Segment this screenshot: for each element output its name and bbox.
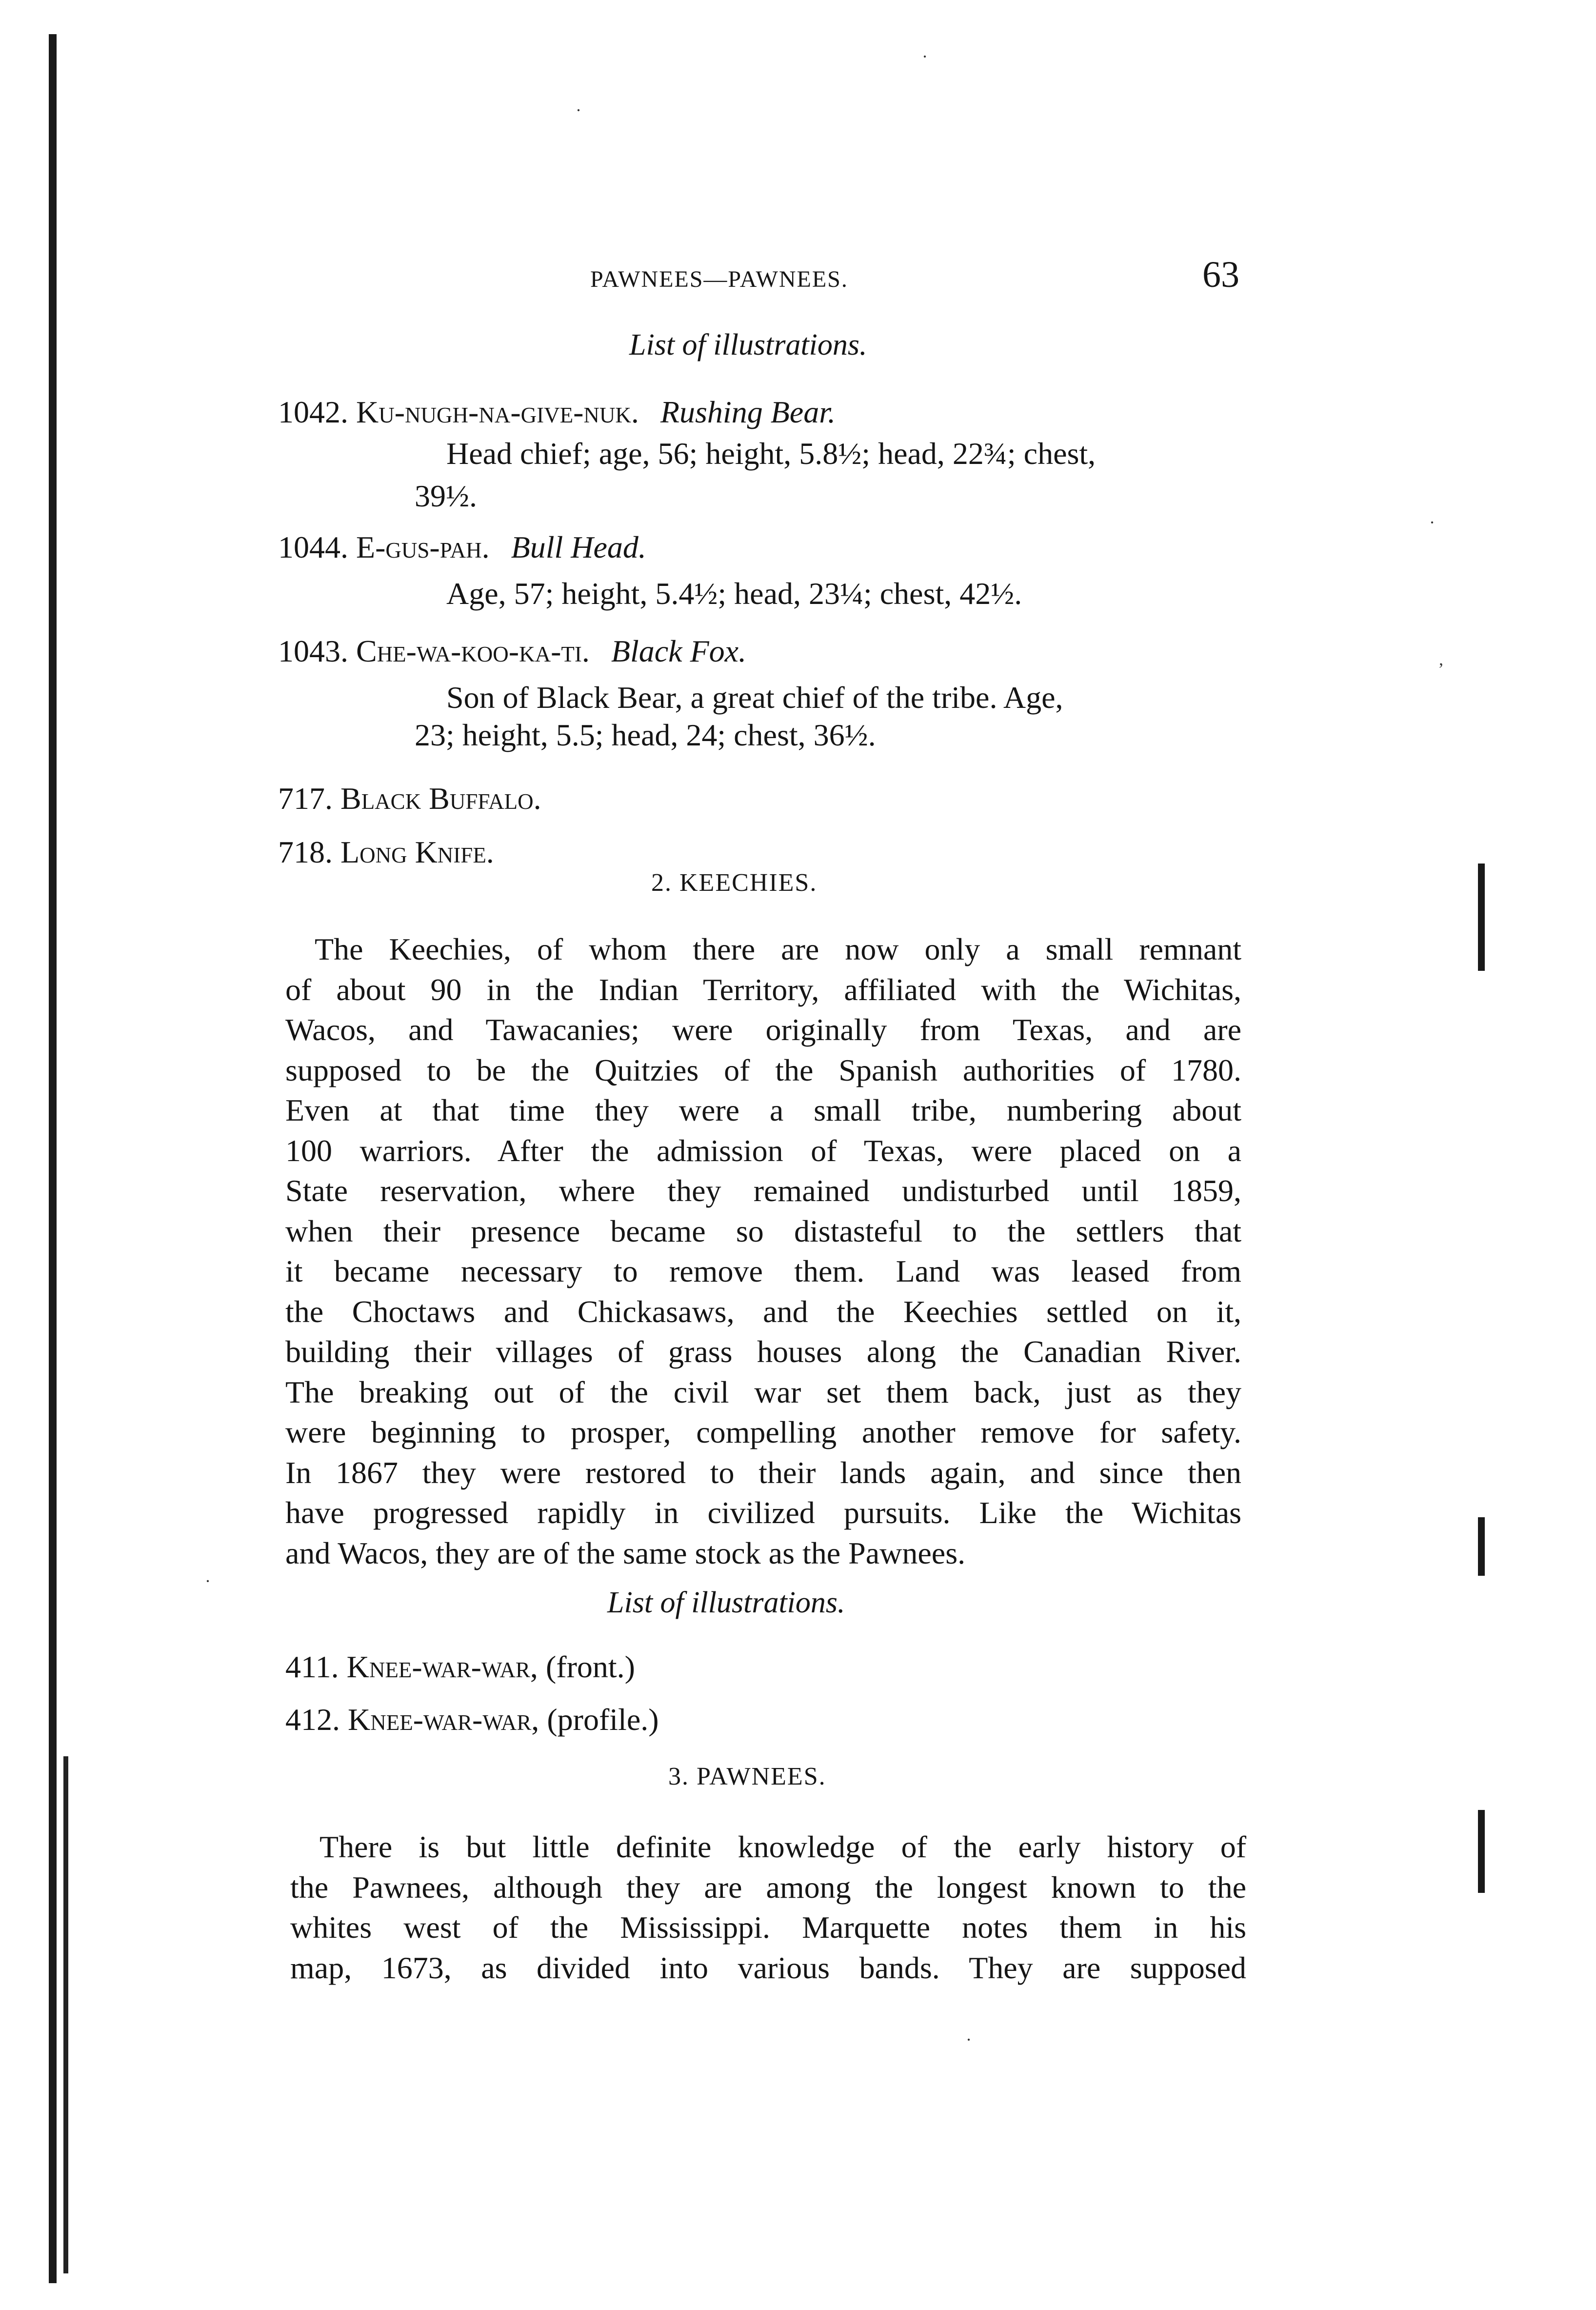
text-line: Even at that time they were a small tribe, numbering about — [285, 1093, 1241, 1127]
text-line: have progressed rapidly in civilized pursuits. Like the Wichitas — [285, 1495, 1241, 1530]
running-title: PAWNEES—PAWNEES. — [590, 266, 848, 292]
text-line: the Pawnees, although they are among the longest known to the — [290, 1869, 1246, 1905]
text-line: it became necessary to remove them. Land was leased from — [285, 1254, 1241, 1288]
scan-edge-mark — [1478, 1517, 1485, 1576]
text-line: of about 90 in the Indian Territory, affiliated with the Wichitas, — [285, 972, 1241, 1007]
text-line: were beginning to prosper, compelling another remove for safety. — [285, 1415, 1241, 1449]
entry-name: Che-wa-koo-ka-ti. — [356, 634, 590, 668]
text-line: 100 warriors. After the admission of Texas, were placed on a — [285, 1133, 1241, 1168]
entry-detail-line: Head chief; age, 56; height, 5.8½; head, 22¾; chest, — [446, 436, 1096, 471]
text-line: map, 1673, as divided into various bands. They are supposed — [290, 1950, 1246, 1985]
entry-detail-line: 39½. — [415, 479, 477, 513]
text-line: the Choctaws and Chickasaws, and the Keechies settled on it, — [285, 1294, 1241, 1329]
text-line: The Keechies, of whom there are now only a small remnant — [315, 932, 1241, 966]
illustration-entry — [285, 1702, 659, 1738]
text-line: building their villages of grass houses along the Canadian River. — [285, 1334, 1241, 1369]
entry-name: Knee-war-war, — [348, 1702, 539, 1737]
page-number: 63 — [1202, 254, 1239, 295]
scan-speck: , — [1439, 649, 1443, 669]
entry-number: 411. — [285, 1649, 339, 1684]
illustration-entry — [278, 529, 646, 565]
entry-number: 412. — [285, 1702, 340, 1737]
entry-detail-line: Son of Black Bear, a great chief of the tribe. Age, — [446, 680, 1063, 715]
list-of-illustrations-heading: List of illustrations. — [629, 328, 867, 362]
section-heading: 2. KEECHIES. — [651, 869, 818, 897]
illustration-entry — [278, 394, 836, 430]
text-line: The breaking out of the civil war set them back, just as they — [285, 1374, 1241, 1409]
entry-detail-line: 23; height, 5.5; head, 24; chest, 36½. — [415, 718, 876, 752]
entry-name: E-gus-pah. — [356, 530, 490, 564]
text-line: State reservation, where they remained undisturbed until 1859, — [285, 1173, 1241, 1208]
scan-speck: · — [205, 1571, 211, 1591]
scan-speck: · — [922, 47, 928, 66]
entry-number: 717. — [278, 781, 333, 816]
text-line: In 1867 they were restored to their lands again, and since then — [285, 1455, 1241, 1490]
illustration-entry — [278, 834, 494, 870]
entry-name: Black Buffalo. — [340, 781, 541, 816]
keechies-paragraph — [285, 929, 1241, 1573]
scan-speck: · — [1429, 513, 1435, 532]
entry-number: 1042. — [278, 395, 348, 429]
entry-note: (profile.) — [547, 1702, 659, 1737]
entry-note: (front.) — [545, 1649, 635, 1684]
binding-edge-shadow-lower — [63, 1756, 68, 2273]
scan-speck: · — [576, 100, 581, 120]
entry-detail-line: Age, 57; height, 5.4½; head, 23¼; chest, 42½. — [446, 576, 1022, 611]
text-line: when their presence became so distasteful to the settlers that — [285, 1213, 1241, 1248]
entry-name: Knee-war-war, — [346, 1649, 538, 1684]
pawnees-paragraph — [290, 1827, 1246, 1988]
entry-name: Long Knife. — [340, 835, 494, 869]
entry-number: 1044. — [278, 530, 348, 564]
text-line: Wacos, and Tawacanies; were originally from Texas, and are — [285, 1012, 1241, 1047]
entry-name: Ku-nugh-na-give-nuk. — [356, 395, 639, 429]
scan-edge-mark — [1478, 1810, 1485, 1893]
illustration-entry — [278, 781, 541, 817]
illustration-entry — [285, 1649, 635, 1685]
section-heading: 3. PAWNEES. — [668, 1763, 826, 1790]
entry-translation: Rushing Bear. — [660, 395, 836, 429]
text-line: and Wacos, they are of the same stock as the Pawnees. — [285, 1535, 966, 1570]
binding-edge-shadow — [49, 34, 57, 2283]
entry-translation: Black Fox. — [611, 634, 747, 668]
entry-number: 1043. — [278, 634, 348, 668]
illustration-entry — [278, 633, 746, 669]
scan-edge-mark — [1478, 864, 1485, 971]
list-of-illustrations-heading: List of illustrations. — [607, 1586, 845, 1619]
text-line: whites west of the Mississippi. Marquette notes them in his — [290, 1910, 1246, 1945]
text-line: supposed to be the Quitzies of the Spanish authorities of 1780. — [285, 1052, 1241, 1087]
text-line: There is but little definite knowledge of the early history of — [319, 1829, 1246, 1864]
entry-number: 718. — [278, 835, 333, 869]
scan-speck: · — [966, 2030, 972, 2049]
entry-translation: Bull Head. — [511, 530, 646, 564]
